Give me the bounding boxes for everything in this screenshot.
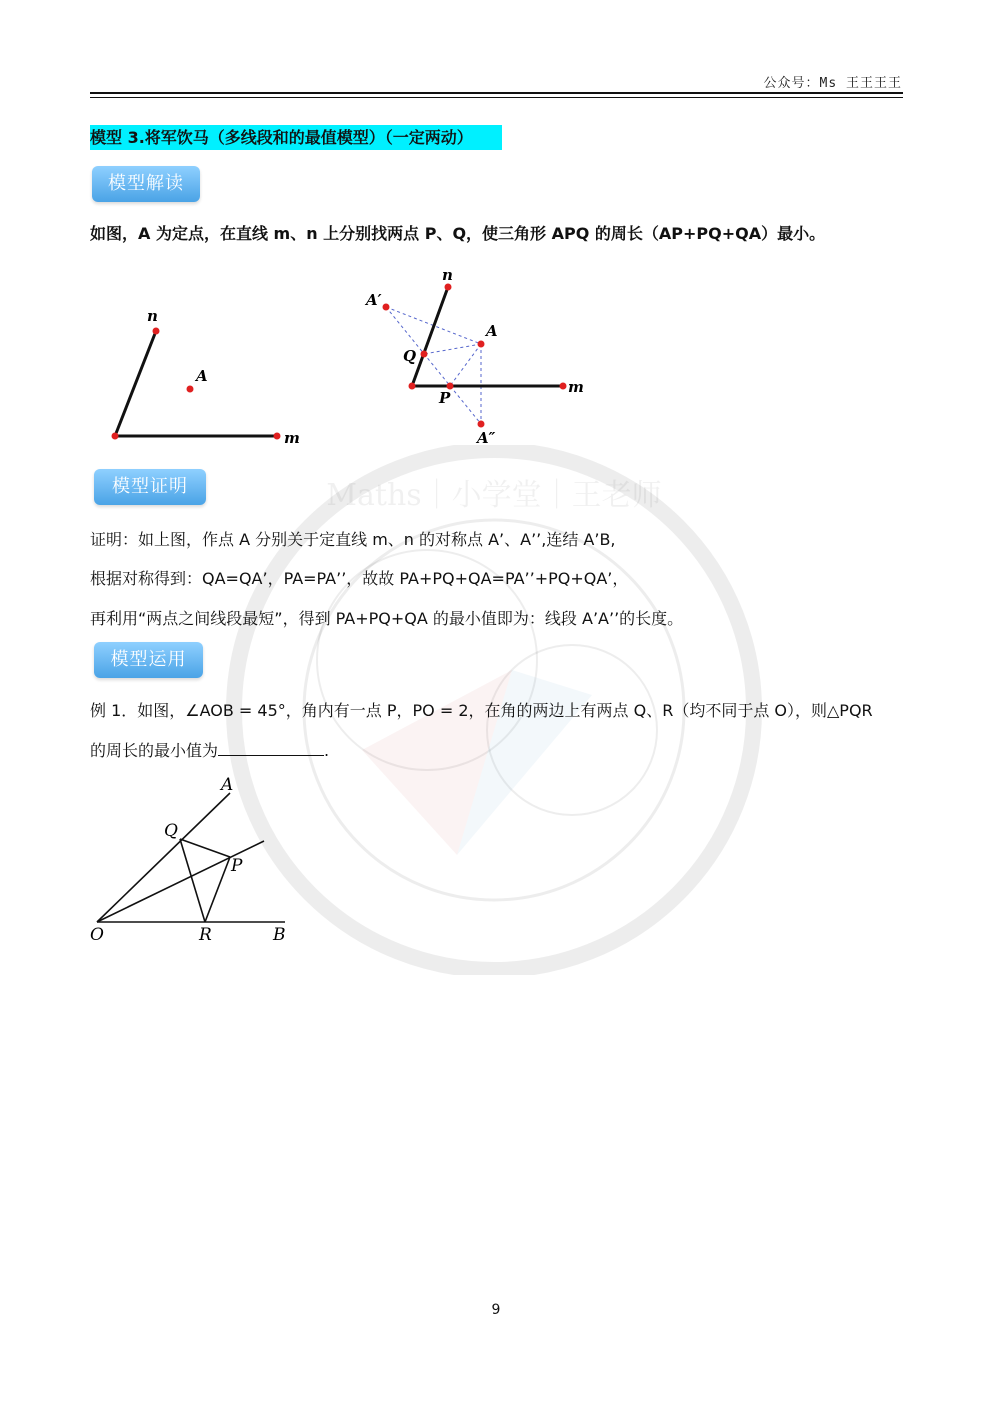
proof-line-1: 证明：如上图，作点 A 分别关于定直线 m、n 的对称点 A’、A’’,连结 A’B, [90, 530, 616, 549]
fig3-label-Q: Q [164, 821, 178, 841]
fig2-Q-point [421, 351, 428, 358]
pill-model-apply: 模型运用 [94, 642, 203, 678]
header-rule-thick [90, 92, 903, 94]
figure-1 [100, 300, 320, 450]
proof-line-2: 根据对称得到：QA=QA’，PA=PA’’，故故 PA+PQ+QA=PA’’+PQ+QA’， [90, 569, 629, 588]
fig3-label-P: P [231, 856, 243, 876]
fig2-label-P: P [439, 389, 451, 407]
fig3-label-O: O [90, 925, 104, 945]
watermark-text: Maths｜小学堂｜王老师 [326, 478, 662, 513]
fig2-A2-point [478, 421, 485, 428]
fig2-label-m: m [568, 378, 584, 396]
fig1-A-point [187, 386, 194, 393]
fig2-label-A2: A″ [477, 429, 496, 447]
fig1-label-n: n [147, 307, 158, 325]
header-account: 公众号：Ms 王王王王 [763, 76, 902, 91]
figure-3 [85, 770, 300, 950]
proof-line-3: 再利用“两点之间线段最短”，得到 PA+PQ+QA 的最小值即为：线段 A’A’’的长度。 [90, 609, 684, 628]
fig2-label-n: n [442, 266, 453, 284]
fig1-label-A: A [196, 367, 208, 385]
pill-model-proof: 模型证明 [94, 469, 206, 505]
fig1-n-point [153, 328, 160, 335]
fig2-A1-point [383, 304, 390, 311]
fig1-m-point [274, 433, 281, 440]
fig2-n-point [445, 284, 452, 291]
fig3-label-R: R [199, 925, 212, 945]
fig2-label-A1: A′ [366, 291, 382, 309]
example-line-1: 例 1．如图，∠AOB = 45°，角内有一点 P，PO = 2，在角的两边上有两点 Q、R（均不同于点 O），则△PQR [90, 701, 873, 720]
example-line-2-text: 的周长的最小值为 [90, 741, 219, 760]
figure-2 [360, 265, 600, 450]
interpret-text: 如图，A 为定点，在直线 m、n 上分别找两点 P、Q，使三角形 APQ 的周长（AP+PQ+QA）最小。 [90, 224, 826, 243]
page-number: 9 [491, 1302, 501, 1318]
answer-blank[interactable] [218, 741, 324, 756]
header-rule-thin [90, 97, 903, 98]
fig1-label-m: m [284, 429, 300, 447]
example-line-2-end: . [324, 741, 330, 760]
fig1-vertex-point [112, 433, 119, 440]
pill-model-interpret: 模型解读 [92, 166, 200, 202]
fig2-m-point [560, 383, 567, 390]
fig3-label-A: A [221, 775, 234, 795]
fig2-label-Q: Q [403, 347, 417, 365]
fig3-label-B: B [273, 925, 286, 945]
fig2-A-point [478, 341, 485, 348]
section-title: 模型 3.将军饮马（多线段和的最值模型）（一定两动） [90, 125, 502, 150]
example-line-2 [90, 738, 329, 761]
fig2-vertex-point [409, 383, 416, 390]
fig2-label-A: A [486, 322, 498, 340]
